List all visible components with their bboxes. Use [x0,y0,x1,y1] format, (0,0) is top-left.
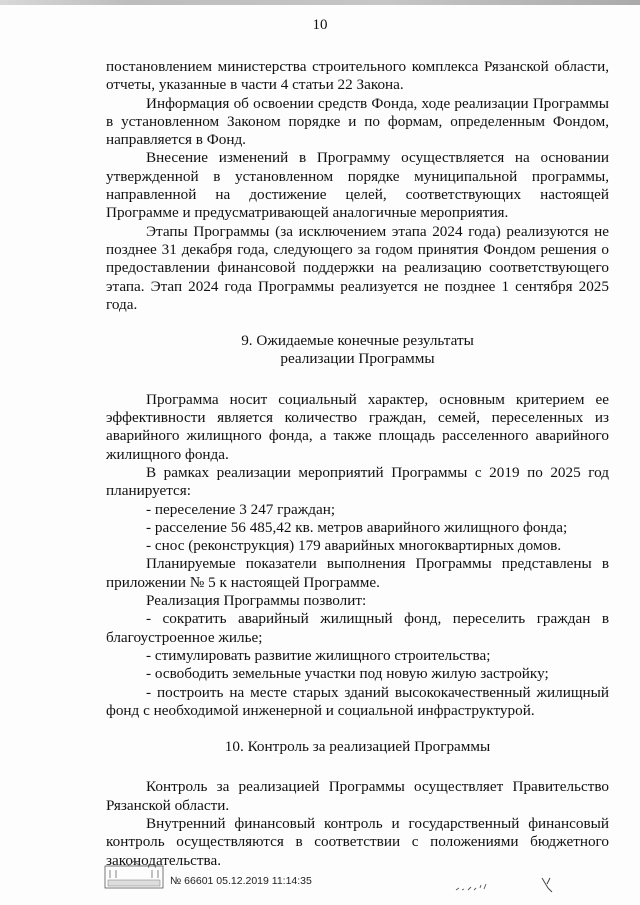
paragraph: Внутренний финансовый контроль и государственный финансовый контроль осуществляются в соответствии с положениями бюджетного законодательства. [106,814,609,869]
list-item: - переселение 3 247 граждан; [146,500,336,518]
registry-logo-icon [104,860,164,890]
list-item: - построить на месте старых зданий высококачественный жилищный фонд с необходимой инженерной и социальной инфраструктурой. [106,683,609,719]
paragraph: Реализация Программы позволит: [146,592,367,610]
paragraph: Внесение изменений в Программу осуществляется на основании утвержденной в установленном порядке муниципальной программы, направленной на достижение целей, соответствующих настоящей Программе и предусматривающей аналогичные мероприятия. [106,149,609,222]
signature-marks-icon [454,870,564,898]
section-9-title-line-2: реализации Программы [280,350,435,368]
paragraph: постановлением министерства строительного комплекса Рязанской области, отчеты, указанные в части 4 статьи 22 Закона. [106,58,609,94]
paragraph: Контроль за реализацией Программы осуществляет Правительство Рязанской области. [106,778,609,814]
paragraph: Программа носит социальный характер, основным критерием ее эффективности является количество граждан, семей, переселенных из аварийного жилищного фонда, а также площадь расселенного аварийного жилищного фонда. [106,390,609,463]
list-item: - сократить аварийный жилищный фонд, переселить граждан в благоустроенное жилье; [106,610,609,646]
section-10-title: 10. Контроль за реализацией Программы [224,738,491,756]
paragraph: В рамках реализации мероприятий Программы с 2019 по 2025 год планируется: [106,463,609,500]
list-item: - освободить земельные участки под новую жилую застройку; [146,665,549,683]
document-body [106,58,609,870]
document-footer [104,860,624,900]
registration-stamp: № 66601 05.12.2019 11:14:35 [170,875,312,887]
paragraph: Планируемые показатели выполнения Программы представлены в приложении № 5 к настоящей Программе. [106,555,609,591]
list-item: - расселение 56 485,42 кв. метров аварийного жилищного фонда; [146,518,568,536]
list-item: - снос (реконструкция) 179 аварийных многоквартирных домов. [146,537,562,555]
scan-edge [0,0,640,5]
list-item: - стимулировать развитие жилищного строительства; [146,646,491,664]
paragraph: Информация об освоении средств Фонда, ходе реализации Программы в установленном Законом порядке и по формам, определенным Фондом, направляется в Фонд. [106,94,609,149]
paragraph: Этапы Программы (за исключением этапа 2024 года) реализуются не позднее 31 декабря года, следующего за годом принятия Фондом решения о предоставлении финансовой поддержки на реализацию соответствующего этапа. Этап 2024 года Программы реализуется не позднее 1 сентября 2025 года. [106,222,609,313]
page-number: 10 [312,17,328,33]
section-9-title-line-1: 9. Ожидаемые конечные результаты [241,332,474,350]
